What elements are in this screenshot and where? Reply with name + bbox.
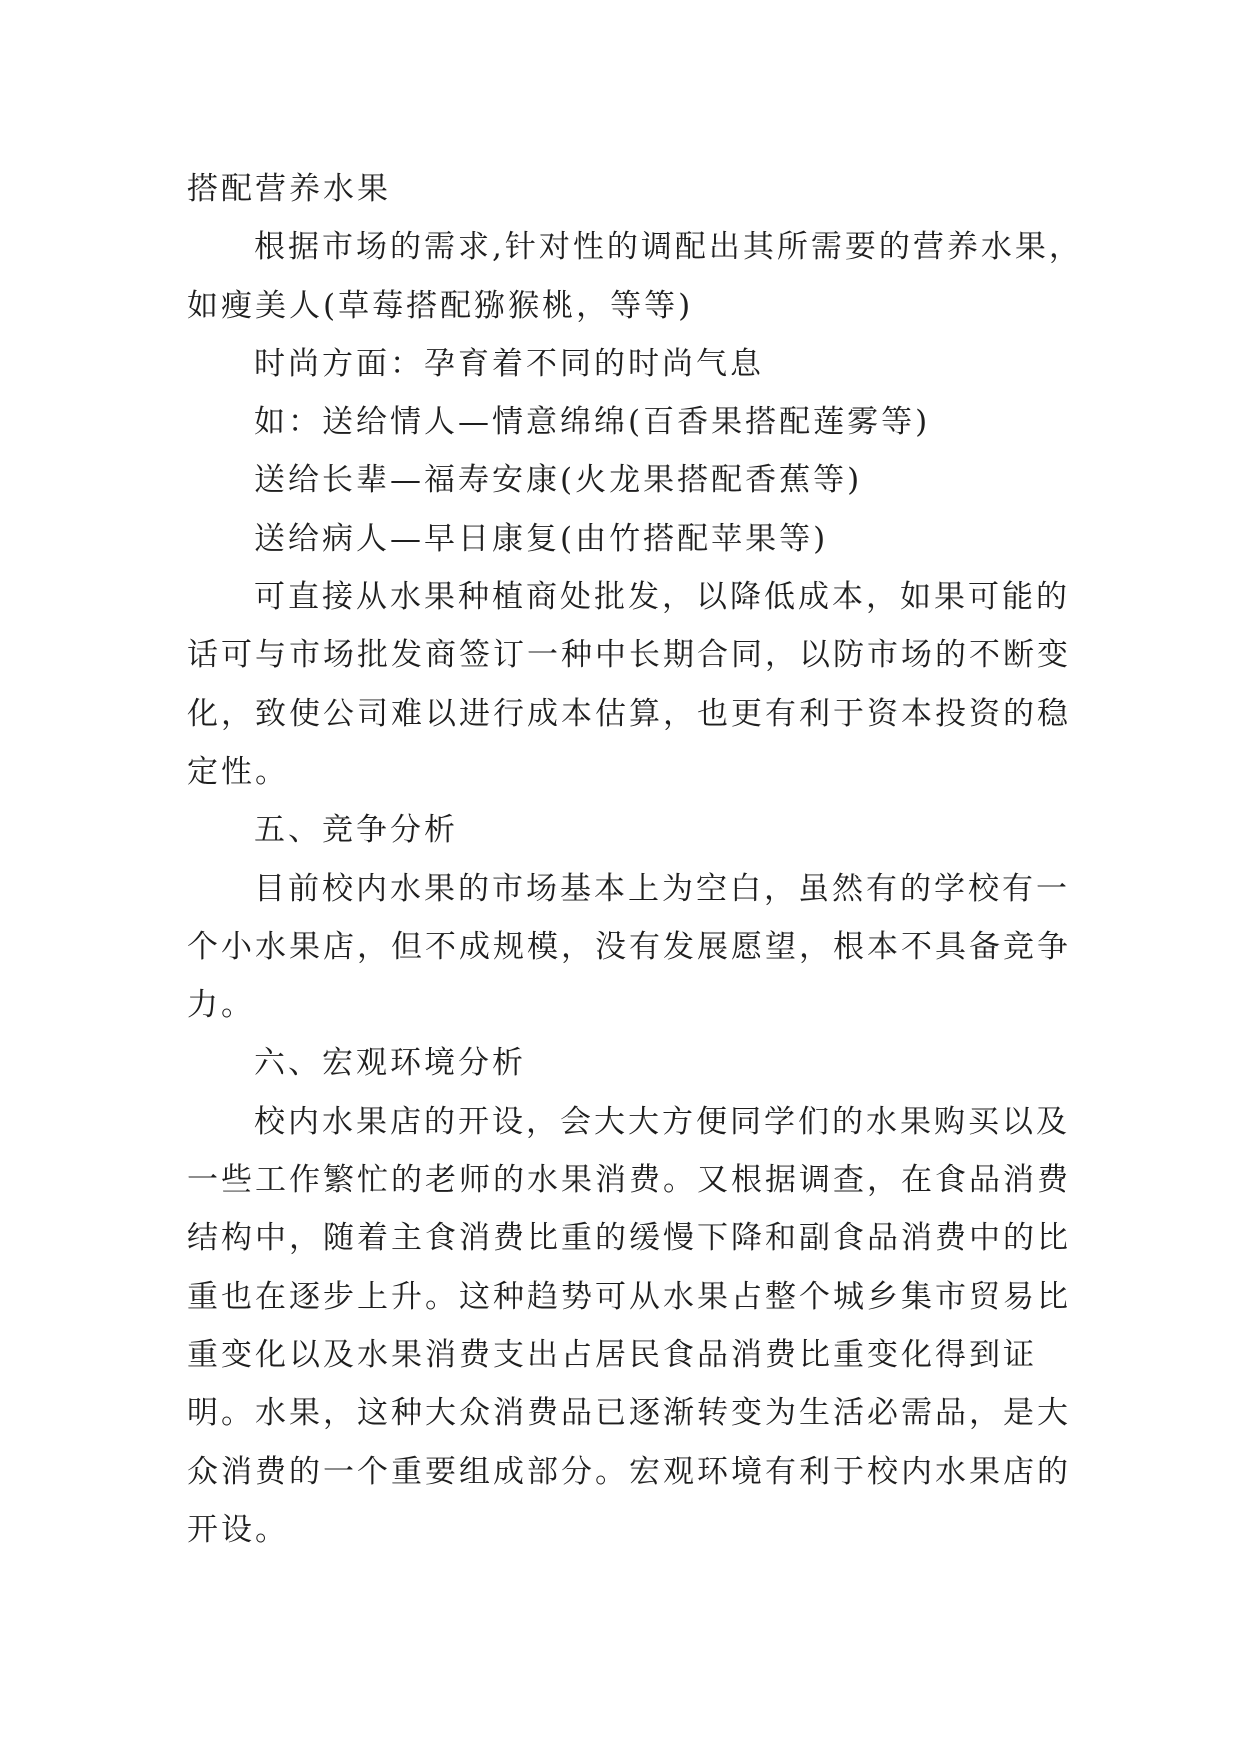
body-line: 重变化以及水果消费支出占居民食品消费比重变化得到证: [187, 1336, 1037, 1373]
body-line: 定性。: [187, 753, 289, 790]
body-line: 明。水果，这种大众消费品已逐渐转变为生活必需品，是大: [187, 1395, 1071, 1432]
section-heading: 五、竞争分析: [254, 812, 458, 849]
body-line: 如：送给情人—情意绵绵(百香果搭配莲雾等): [254, 404, 931, 441]
body-line: 化，致使公司难以进行成本估算，也更有利于资本投资的稳: [187, 695, 1071, 732]
body-line: 目前校内水果的市场基本上为空白，虽然有的学校有一: [254, 870, 1070, 907]
body-line: 一些工作繁忙的老师的水果消费。又根据调查，在食品消费: [187, 1162, 1071, 1199]
body-line: 时尚方面：孕育着不同的时尚气息: [254, 345, 764, 382]
body-line: 众消费的一个重要组成部分。宏观环境有利于校内水果店的: [187, 1453, 1071, 1490]
body-line: 根据市场的需求,针对性的调配出其所需要的营养水果，: [254, 229, 1083, 266]
body-line: 个小水果店，但不成规模，没有发展愿望，根本不具备竞争: [187, 928, 1071, 965]
body-line: 搭配营养水果: [187, 171, 391, 207]
body-line: 重也在逐步上升。这种趋势可从水果占整个城乡集市贸易比: [187, 1278, 1071, 1315]
body-line: 话可与市场批发商签订一种中长期合同，以防市场的不断变: [187, 637, 1071, 674]
body-line: 可直接从水果种植商处批发，以降低成本，如果可能的: [254, 579, 1070, 616]
body-line: 送给病人—早日康复(由竹搭配苹果等): [254, 520, 829, 557]
body-line: 校内水果店的开设，会大大方便同学们的水果购买以及: [254, 1103, 1070, 1140]
body-line: 开设。: [187, 1511, 289, 1548]
body-line: 如瘦美人(草莓搭配猕猴桃，等等): [187, 287, 694, 324]
section-heading: 六、宏观环境分析: [254, 1045, 526, 1082]
body-line: 结构中，随着主食消费比重的缓慢下降和副食品消费中的比: [187, 1220, 1071, 1257]
document-body: [187, 160, 1083, 1559]
body-line: 送给长辈—福寿安康(火龙果搭配香蕉等): [254, 462, 863, 499]
body-line: 力。: [187, 987, 255, 1024]
